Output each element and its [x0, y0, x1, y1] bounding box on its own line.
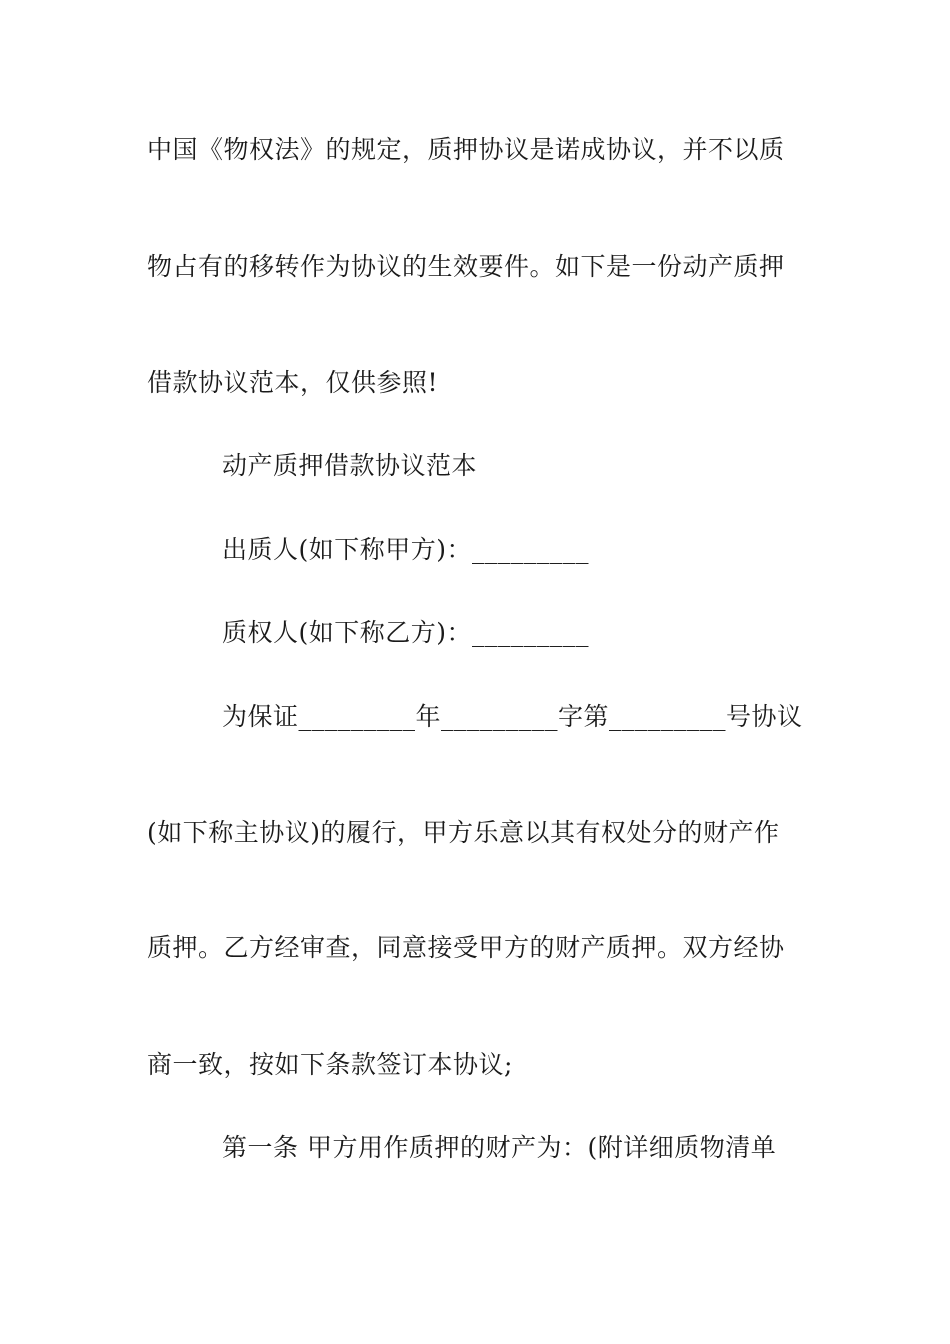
intro-line-2: 物占有的移转作为协议的生效要件。如下是一份动产质押	[147, 252, 785, 281]
article-1-line: 第一条 甲方用作质押的财产为：(附详细质物清单	[222, 1133, 777, 1162]
body-line-3: 质押。乙方经审查，同意接受甲方的财产质押。双方经协	[147, 933, 785, 962]
intro-line-1: 中国《物权法》的规定，质押协议是诺成协议，并不以质	[147, 135, 785, 164]
body-line-4: 商一致，按如下条款签订本协议;	[147, 1050, 513, 1079]
party-b-line: 质权人(如下称乙方)：_________	[222, 618, 590, 647]
intro-line-3: 借款协议范本，仅供参照!	[147, 368, 439, 397]
body-line-1: 为保证_________年_________字第_________号协议	[222, 702, 803, 731]
party-a-line: 出质人(如下称甲方)：_________	[222, 535, 590, 564]
body-line-2: (如下称主协议)的履行，甲方乐意以其有权处分的财产作	[147, 818, 780, 847]
document-title: 动产质押借款协议范本	[222, 451, 478, 480]
